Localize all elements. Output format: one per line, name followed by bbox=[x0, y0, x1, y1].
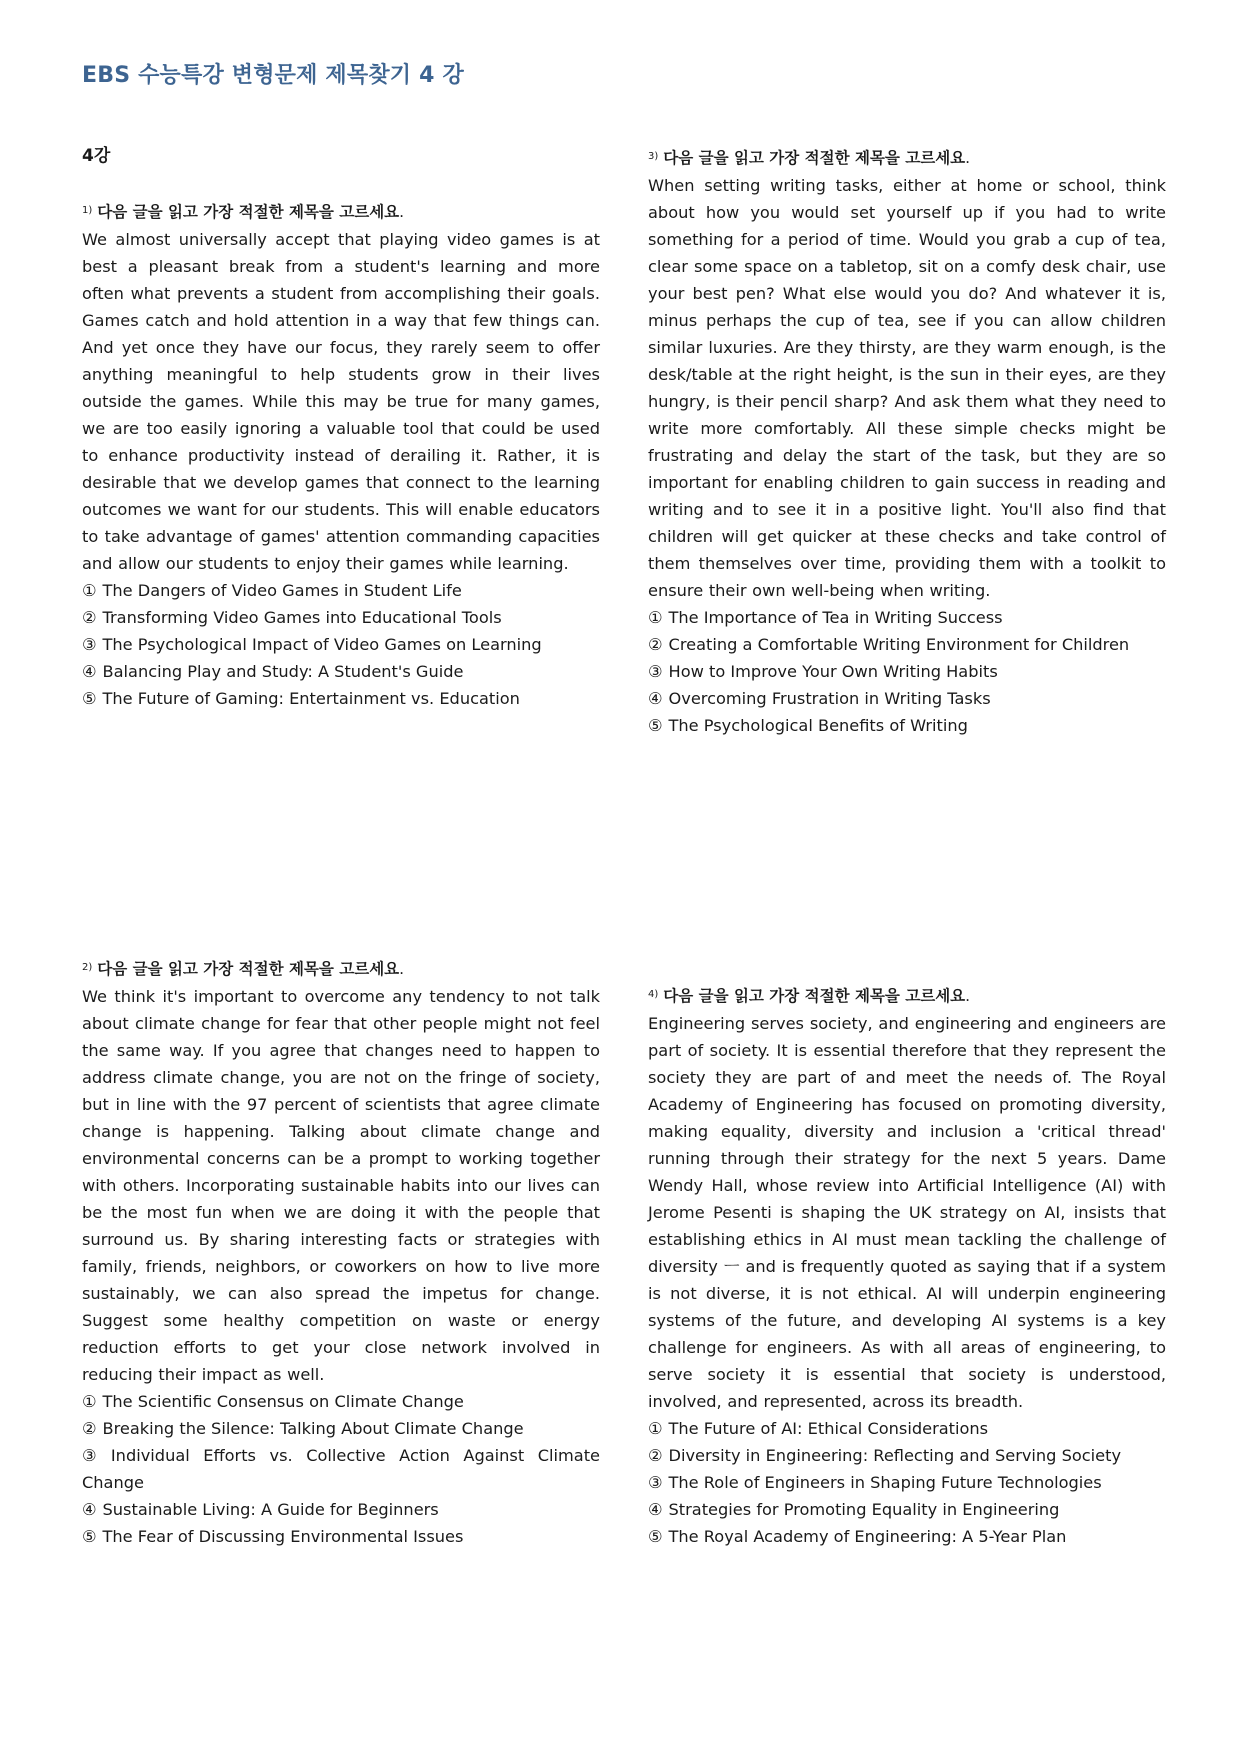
question-3-block bbox=[648, 143, 1166, 739]
option-item[interactable] bbox=[82, 658, 600, 685]
option-number: ② bbox=[82, 608, 97, 627]
option-item[interactable] bbox=[648, 1415, 1166, 1442]
option-item[interactable] bbox=[648, 685, 1166, 712]
option-label: Transforming Video Games into Educational Tools bbox=[102, 608, 502, 627]
option-label: The Psychological Benefits of Writing bbox=[668, 716, 968, 735]
option-label: The Royal Academy of Engineering: A 5-Year Plan bbox=[668, 1527, 1067, 1546]
passage-text: When setting writing tasks, either at home or school, think about how you would set yourself up if you had to write something for a period of time. Would you grab a cup of tea, clear some space on a tabletop, sit on a comfy desk chair, use your best pen? What else would you do? And whatever it is, minus perhaps the cup of tea, see if you can allow children similar luxuries. Are they thirsty, are they warm enough, is the desk/table at the right height, is the sun in their eyes, are they hungry, is their pencil sharp? And ask them what they need to write more comfortably. All these simple checks might be frustrating and delay the start of the task, but they are so important for enabling children to gain success in reading and writing and to see it in a positive light. You'll also find that children will get quicker at these checks and take control of them themselves over time, providing them with a toolkit to ensure their own well-being when writing. bbox=[648, 176, 1166, 600]
option-item[interactable] bbox=[82, 631, 600, 658]
question-4-block bbox=[648, 981, 1166, 1550]
option-number: ⑤ bbox=[648, 716, 663, 735]
question-2-block bbox=[82, 954, 600, 1550]
option-label: The Psychological Impact of Video Games on Learning bbox=[102, 635, 542, 654]
option-number: ③ bbox=[648, 1473, 663, 1492]
option-label: Sustainable Living: A Guide for Beginners bbox=[102, 1500, 439, 1519]
option-item[interactable] bbox=[82, 685, 600, 712]
option-label: The Role of Engineers in Shaping Future Technologies bbox=[668, 1473, 1102, 1492]
option-number: ③ bbox=[82, 1446, 105, 1465]
option-item[interactable] bbox=[648, 1442, 1166, 1469]
answer-options bbox=[82, 1388, 600, 1550]
option-label: The Scientific Consensus on Climate Change bbox=[102, 1392, 464, 1411]
prompt-period: . bbox=[965, 987, 971, 1005]
option-number: ③ bbox=[648, 662, 663, 681]
option-number: ① bbox=[648, 1419, 663, 1438]
prompt-text: 다음 글을 읽고 가장 적절한 제목을 고르세요 bbox=[663, 149, 966, 167]
option-item[interactable] bbox=[648, 712, 1166, 739]
question-number: 4) bbox=[648, 989, 659, 1000]
option-number: ① bbox=[648, 608, 663, 627]
question-number: 3) bbox=[648, 151, 659, 162]
page-title: EBS 수능특강 변형문제 제목찾기 4 강 bbox=[82, 63, 464, 88]
option-item[interactable] bbox=[82, 604, 600, 631]
option-label: Breaking the Silence: Talking About Climate Change bbox=[102, 1419, 524, 1438]
prompt-period: . bbox=[399, 203, 405, 221]
option-number: ① bbox=[82, 581, 97, 600]
option-number: ⑤ bbox=[648, 1527, 663, 1546]
option-item[interactable] bbox=[648, 604, 1166, 631]
option-label: The Fear of Discussing Environmental Issues bbox=[102, 1527, 464, 1546]
option-number: ⑤ bbox=[82, 689, 97, 708]
option-label: The Importance of Tea in Writing Success bbox=[668, 608, 1003, 627]
option-label: How to Improve Your Own Writing Habits bbox=[668, 662, 998, 681]
prompt-text: 다음 글을 읽고 가장 적절한 제목을 고르세요 bbox=[663, 987, 966, 1005]
option-label: Strategies for Promoting Equality in Engineering bbox=[668, 1500, 1060, 1519]
prompt-text: 다음 글을 읽고 가장 적절한 제목을 고르세요 bbox=[97, 960, 400, 978]
prompt-text: 다음 글을 읽고 가장 적절한 제목을 고르세요 bbox=[97, 203, 400, 221]
option-number: ④ bbox=[82, 1500, 97, 1519]
option-number: ③ bbox=[82, 635, 97, 654]
question-1-block bbox=[82, 143, 600, 712]
answer-options bbox=[648, 604, 1166, 739]
question-number: 1) bbox=[82, 205, 93, 216]
option-label: The Dangers of Video Games in Student Life bbox=[102, 581, 462, 600]
option-label: Creating a Comfortable Writing Environment for Children bbox=[668, 635, 1130, 654]
option-number: ② bbox=[648, 1446, 663, 1465]
question-prompt bbox=[648, 143, 1166, 172]
option-label: Diversity in Engineering: Reflecting and Serving Society bbox=[668, 1446, 1122, 1465]
option-item[interactable] bbox=[648, 1469, 1166, 1496]
prompt-period: . bbox=[965, 149, 971, 167]
option-label: The Future of AI: Ethical Considerations bbox=[668, 1419, 989, 1438]
option-item[interactable] bbox=[82, 1415, 600, 1442]
option-item[interactable] bbox=[82, 1523, 600, 1550]
option-number: ④ bbox=[82, 662, 97, 681]
passage-text: We think it's important to overcome any tendency to not talk about climate change for fear that other people might not feel the same way. If you agree that changes need to happen to address climate change, you are not on the fringe of society, but in line with the 97 percent of scientists that agree climate change is happening. Talking about climate change and environmental concerns can be a prompt to working together with others. Incorporating sustainable habits into our lives can be the most fun when we are doing it with the people that surround us. By sharing interesting facts or strategies with family, friends, neighbors, or coworkers on how to live more sustainably, we can also spread the impetus for change. Suggest some healthy competition on waste or energy reduction efforts to get your close network involved in reducing their impact as well. bbox=[82, 987, 600, 1384]
question-number: 2) bbox=[82, 962, 93, 973]
passage-text: Engineering serves society, and engineering and engineers are part of society. It is essential therefore that they represent the society they are part of and meet the needs of. The Royal Academy of Engineering has focused on promoting diversity, making equality, diversity and inclusion a 'critical thread' running through their strategy for the next 5 years. Dame Wendy Hall, whose review into Artificial Intelligence (AI) with Jerome Pesenti is shaping the UK strategy on AI, insists that establishing ethics in AI must mean tackling the challenge of diversity ㅡ and is frequently quoted as saying that if a system is not diverse, it is not ethical. AI will underpin engineering systems of the future, and developing AI systems is a key challenge for engineers. As with all areas of engineering, to serve society it is essential that society is understood, involved, and represented, across its breadth. bbox=[648, 1014, 1166, 1411]
option-item[interactable] bbox=[648, 658, 1166, 685]
question-prompt bbox=[82, 954, 600, 983]
option-item[interactable] bbox=[648, 1496, 1166, 1523]
question-prompt bbox=[82, 197, 600, 226]
option-number: ④ bbox=[648, 689, 663, 708]
option-number: ④ bbox=[648, 1500, 663, 1519]
option-item[interactable] bbox=[648, 631, 1166, 658]
section-label: 4강 bbox=[82, 146, 111, 166]
answer-options bbox=[648, 1415, 1166, 1550]
prompt-period: . bbox=[399, 960, 405, 978]
option-item[interactable] bbox=[648, 1523, 1166, 1550]
option-item[interactable] bbox=[82, 1442, 600, 1496]
option-number: ② bbox=[648, 635, 663, 654]
question-prompt bbox=[648, 981, 1166, 1010]
option-item[interactable] bbox=[82, 577, 600, 604]
option-label: Balancing Play and Study: A Student's Guide bbox=[102, 662, 464, 681]
option-item[interactable] bbox=[82, 1388, 600, 1415]
option-number: ⑤ bbox=[82, 1527, 97, 1546]
passage-text: We almost universally accept that playing video games is at best a pleasant break from a student's learning and more often what prevents a student from accomplishing their goals. Games catch and hold attention in a way that few things can. And yet once they have our focus, they rarely seem to offer anything meaningful to help students grow in their lives outside the games. While this may be true for many games, we are too easily ignoring a valuable tool that could be used to enhance productivity instead of derailing it. Rather, it is desirable that we develop games that connect to the learning outcomes we want for our students. This will enable educators to take advantage of games' attention commanding capacities and allow our students to enjoy their games while learning. bbox=[82, 230, 600, 573]
option-label: Individual Efforts vs. Collective Action Against Climate Change bbox=[82, 1446, 601, 1492]
option-label: Overcoming Frustration in Writing Tasks bbox=[668, 689, 991, 708]
option-number: ① bbox=[82, 1392, 97, 1411]
option-label: The Future of Gaming: Entertainment vs. Education bbox=[102, 689, 520, 708]
option-number: ② bbox=[82, 1419, 97, 1438]
answer-options bbox=[82, 577, 600, 712]
option-item[interactable] bbox=[82, 1496, 600, 1523]
